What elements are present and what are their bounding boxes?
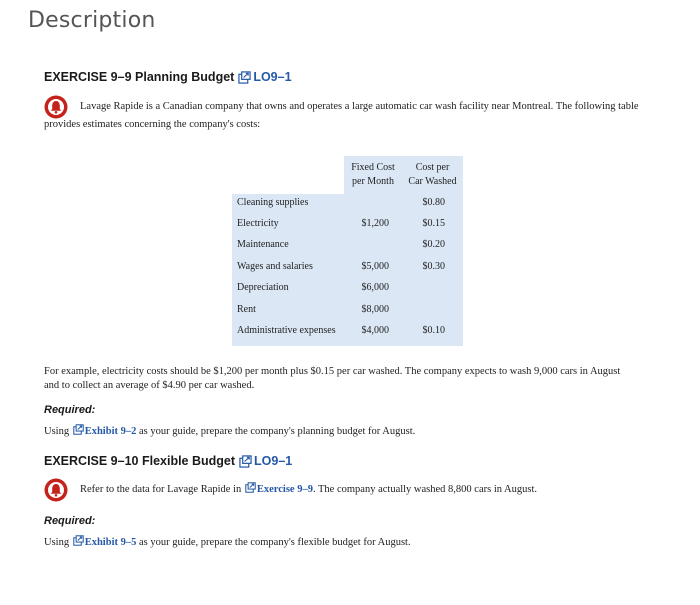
exercise-9-9-example-line1: For example, electricity costs should be $1,200 per month plus $0.15 per car washed. The company expects to wash 9,000 cars in August xyxy=(44,366,621,377)
exercise-9-10-heading xyxy=(44,454,292,468)
table-row: Electricity $1,200 $0.15 xyxy=(237,218,445,229)
alert-icon xyxy=(44,95,68,119)
required-label: Required: xyxy=(44,404,96,416)
table-row: Administrative expenses $4,000 $0.10 xyxy=(237,325,445,336)
table-row: Maintenance $0.20 xyxy=(237,239,445,250)
external-link-icon[interactable] xyxy=(245,482,256,493)
cost-table xyxy=(232,156,463,346)
exercise-9-9-intro-line1: Lavage Rapide is a Canadian company that owns and operates a large automatic car wash facility near Montreal. The following table xyxy=(80,101,639,112)
exercise-9-9-required-text: Using Exhibit 9–2 as your guide, prepare the company's planning budget for August. xyxy=(44,426,416,437)
exhibit-9-5-link[interactable]: Exhibit 9–5 xyxy=(84,537,137,548)
column-header-fixed-cost: Fixed Cost per Month xyxy=(351,162,395,187)
exercise-9-9-heading xyxy=(44,70,292,84)
external-link-icon[interactable] xyxy=(239,455,252,468)
exercise-9-9-link[interactable]: Exercise 9–9 xyxy=(256,484,313,495)
table-row: Rent $8,000 xyxy=(237,304,389,315)
exercise-9-10-intro: Refer to the data for Lavage Rapide in Exercise 9–9. The company actually washed 8,800 cars in August. xyxy=(80,484,538,495)
external-link-icon[interactable] xyxy=(73,424,84,435)
exercise-9-10-required-text: Using Exhibit 9–5 as your guide, prepare the company's flexible budget for August. xyxy=(44,537,411,548)
exhibit-9-2-link[interactable]: Exhibit 9–2 xyxy=(84,426,137,437)
required-label: Required: xyxy=(44,515,96,527)
table-row: Depreciation $6,000 xyxy=(237,282,389,293)
exercise-9-9-title: EXERCISE 9–9 Planning Budget xyxy=(44,70,235,84)
learning-objective-link[interactable]: LO9–1 xyxy=(254,454,293,468)
table-row: Wages and salaries $5,000 $0.30 xyxy=(237,261,445,272)
exercise-9-9-example-line2: and to collect an average of $4.90 per car washed. xyxy=(44,380,255,391)
page-title: Description xyxy=(28,8,156,33)
learning-objective-link[interactable]: LO9–1 xyxy=(253,70,292,84)
exercise-9-9-intro-line2: provides estimates concerning the company's costs: xyxy=(44,119,261,130)
exercise-9-10-title: EXERCISE 9–10 Flexible Budget xyxy=(44,454,236,468)
external-link-icon[interactable] xyxy=(238,71,251,84)
alert-icon xyxy=(44,478,68,502)
table-row: Cleaning supplies $0.80 xyxy=(237,197,445,208)
column-header-cost-per-car: Cost per Car Washed xyxy=(408,162,457,187)
external-link-icon[interactable] xyxy=(73,535,84,546)
